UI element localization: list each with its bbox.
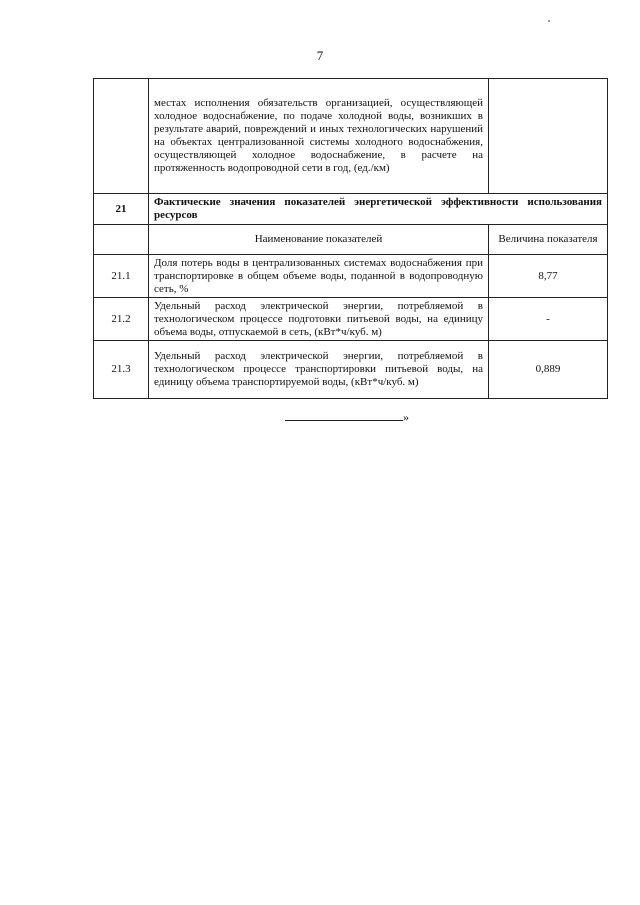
row-name: Удельный расход электрической энергии, потребляемой в технологическом процессе транспортировки питьевой воды, на единицу объема транспортируемой воды, (кВт*ч/куб. м): [149, 341, 489, 399]
row-value: -: [489, 298, 608, 341]
row-value: 8,77: [489, 255, 608, 298]
empty-value-cell: [489, 79, 608, 194]
row-name: Удельный расход электрической энергии, потребляемой в технологическом процессе подготовки питьевой воды, на единицу объема воды, отпускаемой в сеть, (кВт*ч/куб. м): [149, 298, 489, 341]
continuation-text: местах исполнения обязательств организацией, осуществляющей холодное водоснабжение, по подаче холодной воды, возникших в результате аварий, повреждений и иных технологических нарушений на объектах централизованной системы холодного водоснабжения, осуществляющей холодное водоснабжение, в расчете на протяженность водопроводной сети в год, (ед./км): [149, 79, 489, 194]
closing-line: [285, 410, 409, 425]
section-header-row: [94, 194, 608, 225]
section-title: Фактические значения показателей энергетической эффективности использования ресурсов: [149, 194, 608, 225]
column-header-row: [94, 225, 608, 255]
empty-header-cell: [94, 225, 149, 255]
table-row: [94, 341, 608, 399]
page-number: 7: [316, 48, 324, 63]
indicators-table: [93, 78, 608, 399]
col-name-header: Наименование показателей: [149, 225, 489, 255]
table-row: [94, 255, 608, 298]
empty-num-cell: [94, 79, 149, 194]
row-name: Доля потерь воды в централизованных системах водоснабжения при транспортировке в общем объеме воды, поданной в водопроводную сеть, %: [149, 255, 489, 298]
row-number: 21.2: [94, 298, 149, 341]
closing-quote: »: [403, 410, 409, 424]
row-number: 21.1: [94, 255, 149, 298]
col-value-header: Величина показателя: [489, 225, 608, 255]
row-number: 21.3: [94, 341, 149, 399]
row-value: 0,889: [489, 341, 608, 399]
corner-mark: [548, 20, 550, 22]
table-row: [94, 298, 608, 341]
signature-underline: [285, 411, 403, 421]
continuation-row: [94, 79, 608, 194]
section-number: 21: [94, 194, 149, 225]
